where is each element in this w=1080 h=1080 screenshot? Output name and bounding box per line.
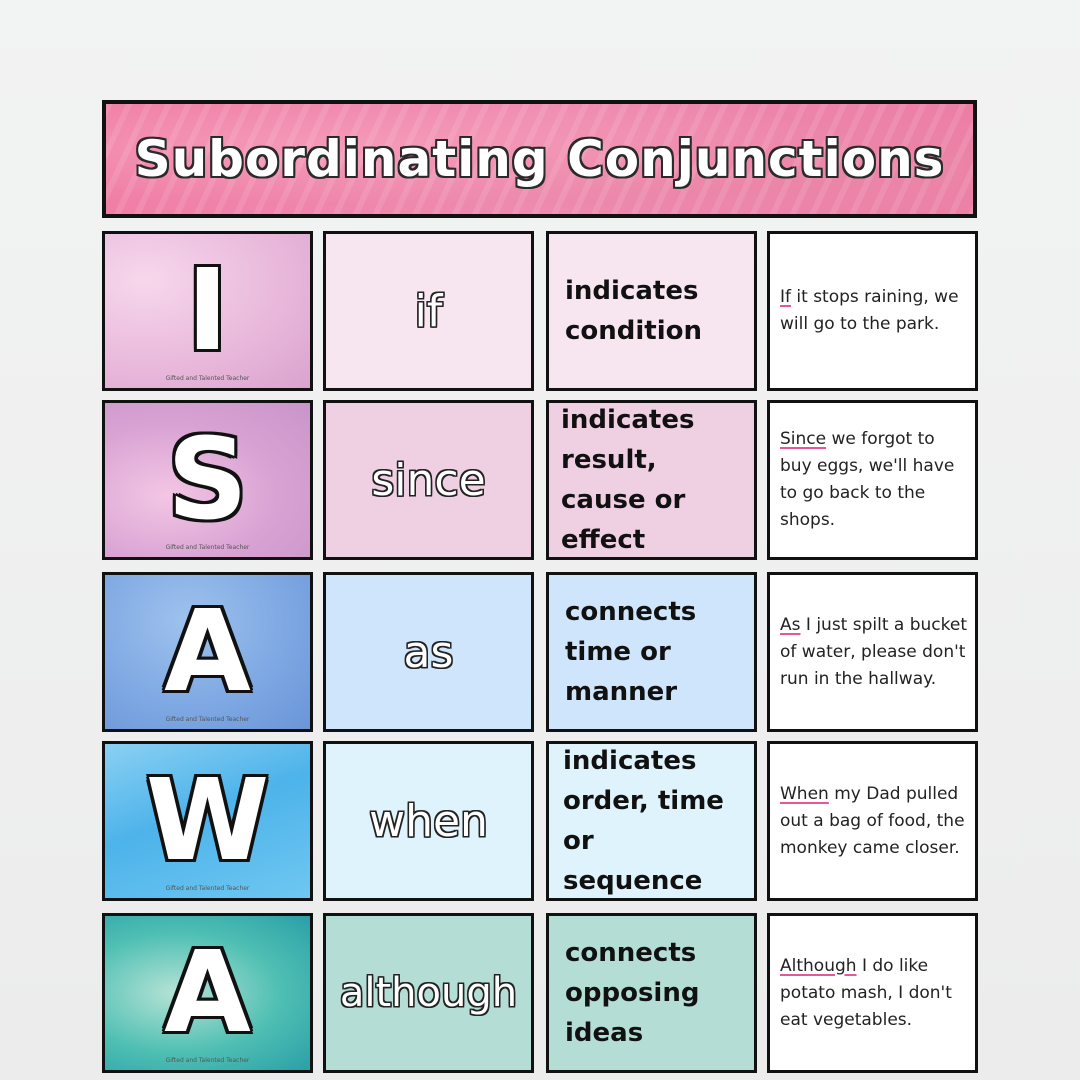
example-rest: it stops raining, we will go to the park. (780, 287, 959, 334)
letter-tile-w (102, 741, 313, 901)
letter-w: W (145, 756, 270, 886)
letter-tile-a (102, 572, 313, 732)
example-conjunction: Since (780, 429, 827, 449)
word-tile-as (323, 572, 534, 732)
conjunction-description: connects opposing ideas (565, 938, 700, 1048)
conjunction-word: since (371, 454, 486, 506)
watermark: Gifted and Talented Teacher (165, 885, 250, 892)
page-title: Subordinating Conjunctions (134, 130, 945, 188)
conjunction-word: if (414, 285, 443, 337)
example-conjunction: As (780, 614, 801, 635)
example-rest: my Dad pulled out a bag of food, the monkey came closer. (780, 783, 965, 858)
example-sentence (780, 781, 967, 862)
conjunction-description: indicates order, time or sequence (563, 746, 724, 896)
conjunction-description: indicates condition (565, 276, 703, 346)
conjunction-description: indicates result, cause or effect (561, 405, 695, 555)
description-tile-since (546, 400, 757, 560)
example-sentence (780, 284, 967, 338)
letter-s: S (167, 415, 248, 545)
example-tile-as (767, 572, 978, 732)
example-sentence (780, 426, 967, 534)
conjunction-word: when (369, 795, 488, 847)
example-tile-when (767, 741, 978, 901)
watermark: Gifted and Talented Teacher (165, 1057, 250, 1064)
conjunction-word: as (403, 626, 454, 678)
example-tile-if (767, 231, 978, 391)
conjunction-description: connects time or manner (565, 597, 697, 707)
watermark: Gifted and Talented Teacher (165, 375, 250, 382)
example-sentence (780, 612, 967, 693)
word-tile-since (323, 400, 534, 560)
description-tile-although (546, 913, 757, 1073)
description-tile-as (546, 572, 757, 732)
example-rest: we forgot to buy eggs, we'll have to go back to the shops. (780, 429, 955, 530)
example-conjunction: If (780, 287, 791, 307)
letter-tile-i (102, 231, 313, 391)
title-banner (102, 100, 977, 218)
word-tile-if (323, 231, 534, 391)
word-tile-although (323, 913, 534, 1073)
example-rest: I just spilt a bucket of water, please don't run in the hallway. (780, 614, 968, 689)
example-tile-although (767, 913, 978, 1073)
letter-tile-a (102, 913, 313, 1073)
description-tile-if (546, 231, 757, 391)
word-tile-when (323, 741, 534, 901)
example-tile-since (767, 400, 978, 560)
watermark: Gifted and Talented Teacher (165, 716, 250, 723)
example-conjunction: When (780, 783, 829, 804)
letter-a: A (164, 928, 251, 1058)
example-rest: I do like potato mash, I don't eat vegetables. (780, 955, 952, 1030)
letter-i: I (186, 246, 229, 376)
letter-tile-s (102, 400, 313, 560)
conjunction-word: although (339, 970, 518, 1016)
letter-a: A (164, 587, 251, 717)
description-tile-when (546, 741, 757, 901)
example-conjunction: Although (780, 955, 857, 976)
example-sentence (780, 953, 967, 1034)
watermark: Gifted and Talented Teacher (165, 544, 250, 551)
